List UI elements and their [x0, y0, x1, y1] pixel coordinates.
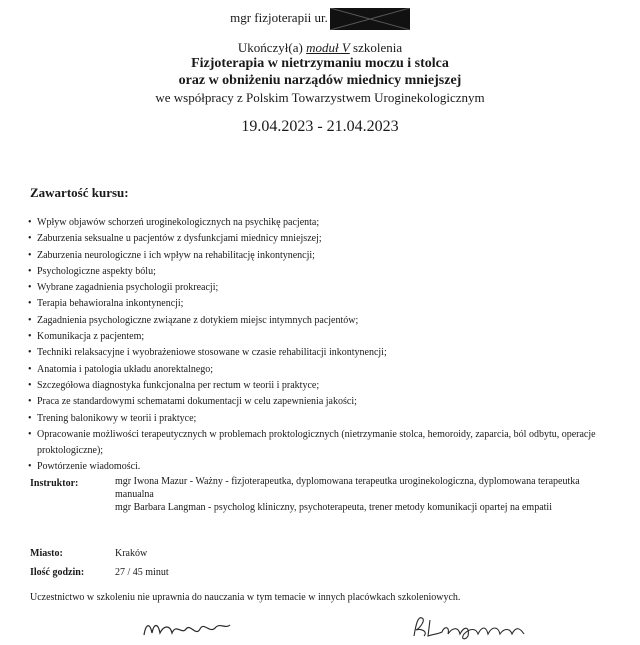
- course-title-line2: oraz w obniżeniu narządów miednicy mniejszej: [178, 73, 462, 88]
- hours-value: 27 / 45 minut: [115, 567, 169, 578]
- recipient-title: mgr fizjoterapii ur.: [230, 9, 328, 25]
- hours-label: Ilość godzin:: [30, 567, 85, 578]
- topic-item: • Opracowanie możliwości terapeutycznych w problemach proktologicznych (nietrzymanie stolca, hemoroidy, zaparcia, ból odbytu, operacje proktologiczne);: [28, 427, 628, 460]
- topic-item: • Komunikacja z pacjentem;: [28, 329, 628, 345]
- course-dates: 19.04.2023 - 21.04.2023: [241, 118, 399, 135]
- partner-line: we współpracy z Polskim Towarzystwem Uroginekologicznym: [155, 90, 485, 105]
- contents-heading: Zawartość kursu:: [30, 185, 129, 200]
- instructor-item: mgr Iwona Mazur - Ważny - fizjoterapeutka, dyplomowana terapeutka uroginekologiczna, dyplomowana terapeutka manualna: [115, 476, 580, 500]
- course-title-line1: Fizjoterapia w nietrzymaniu moczu i stolca: [191, 56, 449, 71]
- topic-item: • Praca ze standardowymi schematami dokumentacji w celu zapewnienia jakości;: [28, 394, 628, 410]
- topic-item: • Zaburzenia seksualne u pacjentów z dysfunkcjami miednicy mniejszej;: [28, 231, 628, 247]
- recipient-line: [0, 8, 640, 30]
- topic-item: • Terapia behawioralna inkontynencji;: [28, 296, 628, 312]
- signature-left: [140, 615, 235, 645]
- completion-line: [0, 40, 640, 56]
- redacted-name-box: [330, 8, 410, 30]
- topic-item: • Techniki relaksacyjne i wyobrażeniowe stosowane w czasie rehabilitacji inkontynencji;: [28, 345, 628, 361]
- topic-item: • Zaburzenia neurologiczne i ich wpływ na rehabilitację inkontynencji;: [28, 248, 628, 264]
- completion-prefix: Ukończył(a): [237, 40, 307, 55]
- topic-item: • Zagadnienia psychologiczne związane z dotykiem miejsc intymnych pacjentów;: [28, 313, 628, 329]
- instructor-label: Instruktor:: [30, 478, 79, 489]
- disclaimer: Uczestnictwo w szkoleniu nie uprawnia do nauczania w tym temacie w innych placówkach szkoleniowych.: [30, 592, 461, 603]
- instructor-item: mgr Barbara Langman - psycholog kliniczny, psychoterapeuta, trener metody komunikacji opartej na empatii: [115, 502, 552, 513]
- topics-list: [28, 215, 628, 476]
- module-number: moduł V: [306, 40, 350, 55]
- topic-item: • Szczegółowa diagnostyka funkcjonalna per rectum w teorii i praktyce;: [28, 378, 628, 394]
- completion-suffix: szkolenia: [349, 40, 403, 55]
- topic-item: • Trening balonikowy w teorii i praktyce;: [28, 411, 628, 427]
- signature-right: [408, 612, 533, 645]
- topic-item: • Wybrane zagadnienia psychologii prokreacji;: [28, 280, 628, 296]
- topic-item: • Powtórzenie wiadomości.: [28, 459, 628, 475]
- topic-item: • Psychologiczne aspekty bólu;: [28, 264, 628, 280]
- topic-item: • Anatomia i patologia układu anorektalnego;: [28, 362, 628, 378]
- city-value: Kraków: [115, 548, 148, 559]
- topic-item: • Wpływ objawów schorzeń uroginekologicznych na psychikę pacjenta;: [28, 215, 628, 231]
- city-label: Miasto:: [30, 548, 63, 559]
